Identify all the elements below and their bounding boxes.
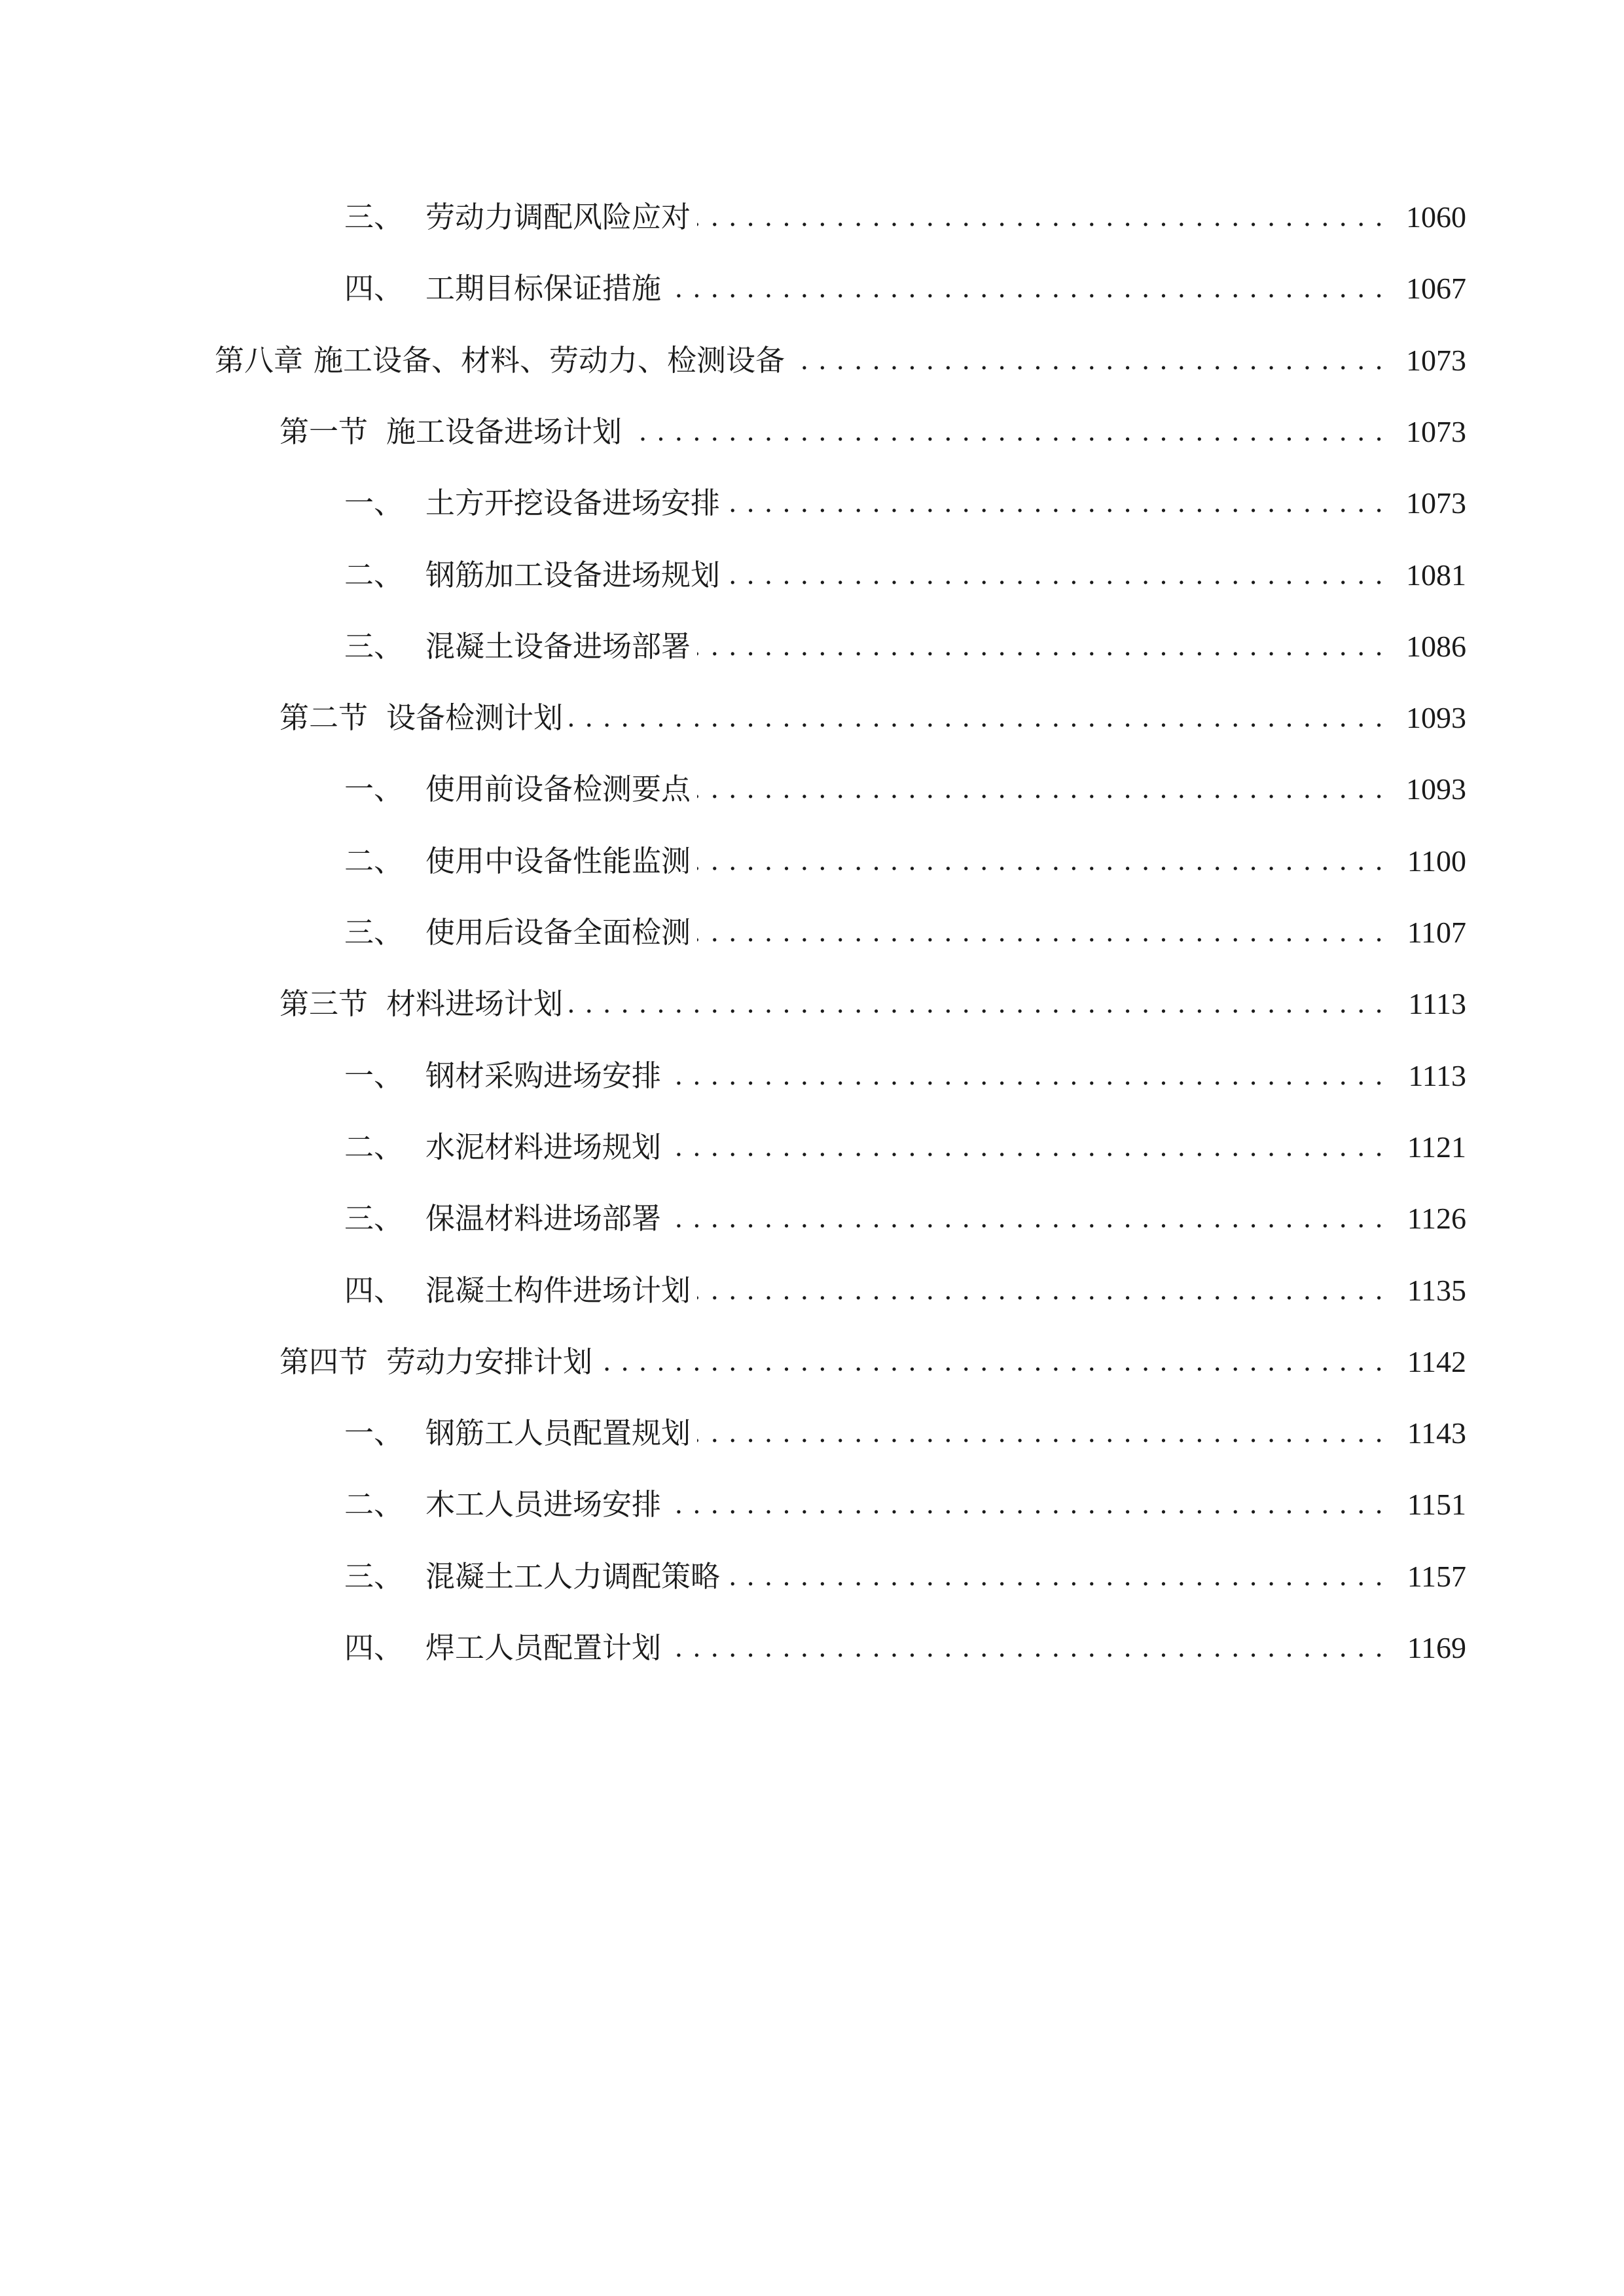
toc-dot-leader — [668, 1622, 1384, 1674]
toc-page-number: 1073 — [1406, 344, 1466, 377]
toc-entry-title: 劳动力调配风险应对 — [425, 200, 691, 234]
toc-page-number: 1073 — [1406, 415, 1466, 448]
toc-dot-leader — [697, 1265, 1384, 1317]
toc-dot-leader — [668, 1050, 1384, 1102]
toc-entry-number: 二、 — [344, 1130, 404, 1164]
toc-entry[interactable] — [344, 477, 1466, 529]
toc-dot-leader — [697, 1407, 1384, 1460]
toc-dot-leader — [668, 1193, 1384, 1245]
toc-page-number: 1100 — [1407, 844, 1466, 878]
toc-entry-title: 保温材料进场部署 — [425, 1201, 662, 1236]
toc-entry[interactable] — [344, 1265, 1466, 1317]
toc-entry-title: 钢筋工人员配置规划 — [425, 1416, 691, 1450]
toc-entry-number: 一、 — [344, 486, 404, 520]
toc-entry-number: 第二节 — [280, 700, 369, 735]
toc-entry-title: 混凝土构件进场计划 — [425, 1273, 691, 1308]
toc-entry-number: 第一节 — [280, 414, 369, 449]
toc-dot-leader — [697, 763, 1384, 816]
toc-entry-number: 三、 — [344, 1201, 404, 1236]
toc-entry-title: 水泥材料进场规划 — [425, 1130, 662, 1164]
toc-entry-title: 施工设备进场计划 — [386, 414, 623, 449]
toc-page-number: 1060 — [1406, 200, 1466, 234]
toc-entry[interactable] — [280, 1336, 1466, 1388]
toc-entry-title: 混凝土工人力调配策略 — [425, 1559, 721, 1594]
toc-page-number: 1121 — [1407, 1130, 1466, 1164]
toc-entry[interactable] — [280, 692, 1466, 744]
toc-page-number: 1081 — [1406, 558, 1466, 592]
toc-page-number: 1169 — [1407, 1631, 1466, 1664]
toc-dot-leader — [697, 620, 1384, 673]
toc-entry-title: 设备检测计划 — [386, 700, 564, 735]
toc-entry[interactable] — [344, 763, 1466, 816]
toc-page-number: 1142 — [1407, 1345, 1466, 1378]
toc-entry-title: 焊工人员配置计划 — [425, 1630, 662, 1665]
toc-page-number: 1157 — [1407, 1560, 1466, 1593]
toc-entry-title: 混凝土设备进场部署 — [425, 629, 691, 664]
toc-dot-leader — [697, 835, 1384, 888]
toc-page-number: 1093 — [1406, 772, 1466, 806]
toc-entry-number: 二、 — [344, 558, 404, 592]
toc-page-number: 1086 — [1406, 630, 1466, 663]
toc-entry-number: 一、 — [344, 772, 404, 806]
toc-entry[interactable] — [344, 1479, 1466, 1531]
toc-entry-number: 二、 — [344, 1487, 404, 1522]
toc-page-number: 1113 — [1408, 1059, 1466, 1092]
toc-dot-leader — [599, 1336, 1384, 1388]
toc-entry-title: 施工设备、材料、劳动力、检测设备 — [314, 343, 785, 378]
toc-entry-title: 土方开挖设备进场安排 — [425, 486, 721, 520]
toc-entry[interactable] — [344, 262, 1466, 315]
toc-dot-leader — [668, 1121, 1384, 1174]
toc-page-number: 1067 — [1406, 272, 1466, 305]
toc-entry[interactable] — [344, 1121, 1466, 1174]
toc-page-number: 1126 — [1407, 1202, 1466, 1235]
toc-entry[interactable] — [344, 620, 1466, 673]
toc-entry-title: 钢材采购进场安排 — [425, 1058, 662, 1093]
toc-entry-number: 三、 — [344, 1559, 404, 1594]
toc-entry-number: 第八章 — [215, 343, 304, 378]
toc-entry-number: 四、 — [344, 1630, 404, 1665]
toc-dot-leader — [791, 334, 1384, 387]
toc-entry-title: 使用后设备全面检测 — [425, 915, 691, 950]
toc-entry-number: 三、 — [344, 200, 404, 234]
toc-entry[interactable] — [344, 1193, 1466, 1245]
toc-entry-number: 三、 — [344, 629, 404, 664]
toc-entry-title: 钢筋加工设备进场规划 — [425, 558, 721, 592]
toc-dot-leader — [628, 406, 1384, 458]
toc-entry-number: 第四节 — [280, 1344, 369, 1379]
toc-entry-title: 使用中设备性能监测 — [425, 844, 691, 878]
toc-dot-leader — [727, 477, 1384, 529]
toc-entry-number: 三、 — [344, 915, 404, 950]
toc-entry[interactable] — [344, 1551, 1466, 1603]
toc-page-number: 1135 — [1407, 1274, 1466, 1307]
toc-entry[interactable] — [280, 978, 1466, 1030]
toc-dot-leader — [668, 262, 1384, 315]
toc-entry-number: 二、 — [344, 844, 404, 878]
toc-entry[interactable] — [280, 406, 1466, 458]
toc-entry[interactable] — [344, 1407, 1466, 1460]
toc-page-number: 1151 — [1407, 1488, 1466, 1521]
toc-entry[interactable] — [215, 334, 1466, 387]
toc-dot-leader — [569, 692, 1384, 744]
toc-dot-leader — [668, 1479, 1384, 1531]
toc-dot-leader — [727, 549, 1384, 601]
toc-entry[interactable] — [344, 191, 1466, 243]
toc-page-number: 1143 — [1407, 1416, 1466, 1450]
toc-dot-leader — [569, 978, 1384, 1030]
toc-entry-number: 第三节 — [280, 986, 369, 1021]
toc-entry-title: 工期目标保证措施 — [425, 271, 662, 306]
toc-entry-number: 四、 — [344, 271, 404, 306]
toc-entry-number: 一、 — [344, 1416, 404, 1450]
toc-dot-leader — [697, 191, 1384, 243]
toc-page-number: 1107 — [1407, 916, 1466, 949]
toc-entry[interactable] — [344, 549, 1466, 601]
toc-entry-title: 使用前设备检测要点 — [425, 772, 691, 806]
toc-page-number: 1093 — [1406, 701, 1466, 734]
toc-entry[interactable] — [344, 906, 1466, 959]
toc-entry[interactable] — [344, 1622, 1466, 1674]
toc-entry-title: 材料进场计划 — [386, 986, 564, 1021]
toc-dot-leader — [697, 906, 1384, 959]
toc-entry[interactable] — [344, 835, 1466, 888]
toc-dot-leader — [727, 1551, 1384, 1603]
toc-entry[interactable] — [344, 1050, 1466, 1102]
toc-page-number: 1113 — [1408, 987, 1466, 1020]
toc-entry-title: 木工人员进场安排 — [425, 1487, 662, 1522]
toc-entry-title: 劳动力安排计划 — [386, 1344, 593, 1379]
toc-page-number: 1073 — [1406, 486, 1466, 520]
toc-entry-number: 四、 — [344, 1273, 404, 1308]
toc-entry-number: 一、 — [344, 1058, 404, 1093]
